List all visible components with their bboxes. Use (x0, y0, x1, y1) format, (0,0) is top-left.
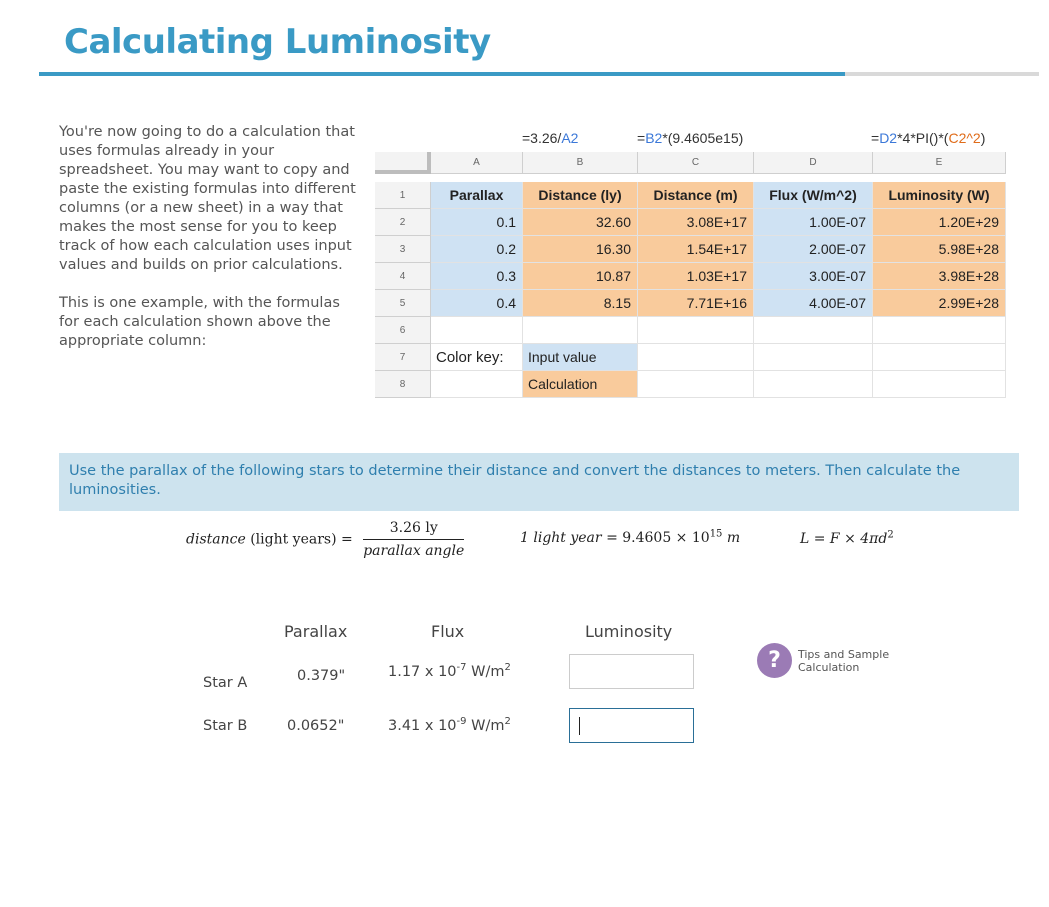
light-year-equation (520, 530, 740, 546)
distance-denominator: parallax angle (363, 543, 465, 559)
sheet-gap (431, 174, 1006, 182)
sheet-cell-empty (873, 371, 1006, 398)
star-b-flux-exponent: -9 (456, 716, 467, 728)
help-question-icon[interactable]: ? (757, 643, 792, 678)
color-key-input: Input value (523, 344, 638, 371)
star-b-luminosity-input[interactable] (569, 708, 694, 743)
light-year-rhs: = 9.4605 × 10 (606, 530, 710, 546)
star-a-flux-unit-exponent: 2 (504, 662, 511, 674)
text-caret (579, 717, 580, 735)
row-number: 2 (375, 209, 431, 236)
sheet-cell: 16.30 (523, 236, 638, 263)
sheet-cell: 32.60 (523, 209, 638, 236)
sheet-cell: 10.87 (523, 263, 638, 290)
sheet-cell-empty (523, 317, 638, 344)
light-year-exponent: 15 (709, 528, 723, 540)
sheet-cell-empty (638, 317, 754, 344)
sheet-cell-empty (754, 317, 873, 344)
sheet-header-parallax: Parallax (431, 182, 523, 209)
formula-e-ref1: D2 (879, 130, 898, 146)
sheet-cell: 2.99E+28 (873, 290, 1006, 317)
formula-c-prefix: = (637, 130, 646, 146)
sheet-cell: 0.4 (431, 290, 523, 317)
spreadsheet-image (375, 152, 1006, 402)
sheet-cell: 3.00E-07 (754, 263, 873, 290)
sheet-cell: 1.03E+17 (638, 263, 754, 290)
light-year-unit: m (726, 530, 741, 546)
formula-b-prefix: =3.26/ (522, 130, 562, 146)
sheet-header-distance-ly: Distance (ly) (523, 182, 638, 209)
sheet-cell: 0.2 (431, 236, 523, 263)
intro-text (59, 123, 364, 370)
distance-equation (186, 520, 464, 559)
sheet-cell: 1.54E+17 (638, 236, 754, 263)
formula-column-c (637, 130, 743, 146)
star-b-flux-base: 3.41 x 10 (388, 718, 457, 734)
luminosity-equation-text: L = F × 4πd (800, 531, 888, 547)
row-number: 6 (375, 317, 431, 344)
row-number: 8 (375, 371, 431, 398)
light-year-lhs: 1 light year (520, 530, 602, 546)
star-b-flux-unit: W/m (466, 718, 505, 734)
formula-b-ref: A2 (561, 130, 579, 146)
instruction-banner: Use the parallax of the following stars to determine their distance and convert the distances to meters. Then calculate the luminosities. (59, 453, 1019, 511)
row-number: 1 (375, 182, 431, 209)
star-b-flux-unit-exponent: 2 (504, 716, 511, 728)
luminosity-exponent: 2 (887, 529, 894, 541)
formula-c-suffix: *(9.4605e15) (662, 130, 744, 146)
column-header-d: D (754, 152, 873, 174)
sheet-header-luminosity: Luminosity (W) (873, 182, 1006, 209)
sheet-cell-empty (873, 344, 1006, 371)
intro-paragraph-1: You're now going to do a calculation that uses formulas already in your spreadsheet. You may want to copy and paste the existing formulas into different columns (or a new sheet) in a way that makes the most sense for you to keep track of how each calculation uses input values and builds on prior calculations. (59, 124, 356, 273)
distance-numerator: 3.26 ly (363, 520, 464, 540)
formula-e-prefix: = (871, 130, 880, 146)
column-header-e: E (873, 152, 1006, 174)
column-header-b: B (523, 152, 638, 174)
sheet-header-flux: Flux (W/m^2) (754, 182, 873, 209)
sheet-cell: 2.00E-07 (754, 236, 873, 263)
color-key-label: Color key: (431, 344, 523, 371)
row-number: 5 (375, 290, 431, 317)
star-a-flux (388, 664, 511, 680)
sheet-corner (375, 152, 431, 174)
sheet-cell: 7.71E+16 (638, 290, 754, 317)
formula-e-ref2: C2^2 (948, 130, 981, 146)
sheet-cell: 5.98E+28 (873, 236, 1006, 263)
sheet-cell-empty (431, 371, 523, 398)
column-header-c: C (638, 152, 754, 174)
progress-bar (39, 72, 1039, 76)
star-a-luminosity-input[interactable] (569, 654, 694, 689)
sheet-cell: 0.1 (431, 209, 523, 236)
star-a-flux-exponent: -7 (456, 662, 467, 674)
star-a-flux-base: 1.17 x 10 (388, 664, 457, 680)
row-number: 4 (375, 263, 431, 290)
column-header-a: A (431, 152, 523, 174)
sheet-cell-empty (431, 317, 523, 344)
luminosity-equation (800, 531, 894, 547)
row-number: 7 (375, 344, 431, 371)
page-title: Calculating Luminosity (64, 22, 491, 62)
sheet-cell-empty (873, 317, 1006, 344)
formula-column-e (871, 130, 985, 146)
sheet-cell: 1.00E-07 (754, 209, 873, 236)
column-label-luminosity: Luminosity (585, 622, 673, 641)
sheet-cell-empty (638, 371, 754, 398)
star-a-flux-unit: W/m (466, 664, 505, 680)
intro-paragraph-2: This is one example, with the formulas for each calculation shown above the appropriate column: (59, 295, 340, 349)
star-b-flux (388, 718, 511, 734)
star-a-name: Star A (203, 675, 248, 691)
distance-fraction (363, 520, 464, 559)
star-b-parallax: 0.0652" (287, 718, 345, 734)
sheet-cell: 4.00E-07 (754, 290, 873, 317)
progress-fill (39, 72, 845, 76)
sheet-cell: 0.3 (431, 263, 523, 290)
star-b-name: Star B (203, 718, 248, 734)
sheet-cell-empty (754, 344, 873, 371)
formula-column-b (522, 130, 578, 146)
sheet-header-distance-m: Distance (m) (638, 182, 754, 209)
sheet-cell: 3.08E+17 (638, 209, 754, 236)
help-tips-link[interactable]: Tips and Sample Calculation (798, 648, 890, 674)
column-label-flux: Flux (431, 622, 465, 641)
sheet-cell: 3.98E+28 (873, 263, 1006, 290)
sheet-cell-empty (754, 371, 873, 398)
distance-equation-lhs: distance (186, 531, 246, 548)
formula-c-ref: B2 (645, 130, 663, 146)
row-number: 3 (375, 236, 431, 263)
color-key-calculation: Calculation (523, 371, 638, 398)
distance-equation-unit: (light years) = (250, 531, 353, 548)
formula-e-suffix: ) (980, 130, 986, 146)
sheet-cell-empty (638, 344, 754, 371)
column-label-parallax: Parallax (284, 622, 348, 641)
star-a-parallax: 0.379" (297, 668, 346, 684)
sheet-cell: 8.15 (523, 290, 638, 317)
formula-e-middle: *4*PI()*( (897, 130, 949, 146)
sheet-cell: 1.20E+29 (873, 209, 1006, 236)
